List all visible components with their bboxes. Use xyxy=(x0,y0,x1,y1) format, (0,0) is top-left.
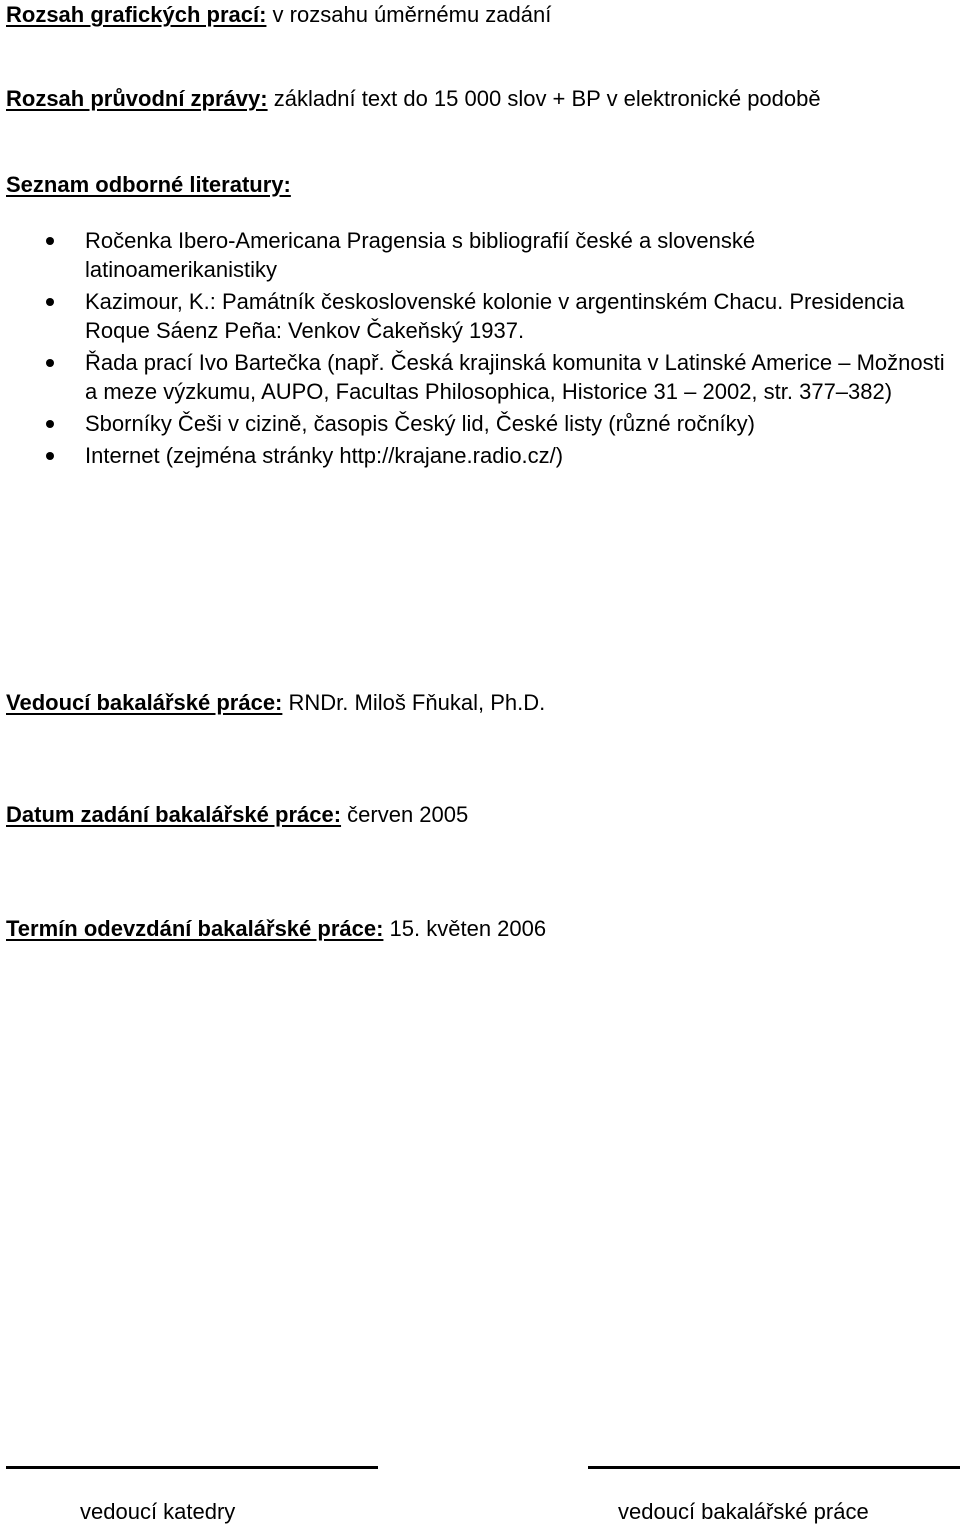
bullet-dot-icon xyxy=(46,359,54,367)
report-scope-label: Rozsah průvodní zprávy: xyxy=(6,86,268,111)
bullet-dot-icon xyxy=(46,237,54,245)
list-item xyxy=(0,348,960,406)
graphics-scope-line xyxy=(6,0,551,30)
deadline-value: 15. květen 2006 xyxy=(383,916,547,941)
list-item xyxy=(0,287,960,345)
assigned-date-label: Datum zadání bakalářské práce: xyxy=(6,802,342,827)
report-scope-line xyxy=(6,84,821,114)
graphics-scope-label: Rozsah grafických prací: xyxy=(6,2,267,27)
supervisor-line xyxy=(6,688,545,718)
literature-heading-label: Seznam odborné literatury: xyxy=(6,172,291,197)
signature-label-supervisor: vedoucí bakalářské práce xyxy=(618,1499,869,1524)
signature-line-right xyxy=(588,1466,960,1469)
supervisor-value: RNDr. Miloš Fňukal, Ph.D. xyxy=(282,690,546,715)
assigned-date-value: červen 2005 xyxy=(341,802,469,827)
signature-label-department-head: vedoucí katedry xyxy=(80,1499,236,1524)
report-scope-value: základní text do 15 000 slov + BP v elektronické podobě xyxy=(267,86,821,111)
list-item xyxy=(0,409,960,438)
list-item-text: Řada prací Ivo Bartečka (např. Česká krajinská komunita v Latinské Americe – Možnosti a meze výzkumu, AUPO, Facultas Philosophica, Historice 31 – 2002, str. 377–382) xyxy=(85,350,945,404)
list-item-text: Internet (zejména stránky http://krajane.radio.cz/) xyxy=(85,443,564,468)
deadline-line xyxy=(6,914,546,944)
literature-heading xyxy=(6,170,291,200)
list-item xyxy=(0,441,960,470)
graphics-scope-value: v rozsahu úměrnému zadání xyxy=(266,2,552,27)
literature-list xyxy=(0,226,960,473)
list-item-text: Kazimour, K.: Památník československé kolonie v argentinském Chacu. Presidencia Roque Sáenz Peña: Venkov Čakeňský 1937. xyxy=(85,289,905,343)
assigned-date-line xyxy=(6,800,468,830)
bullet-dot-icon xyxy=(46,298,54,306)
list-item xyxy=(0,226,960,284)
bullet-dot-icon xyxy=(46,420,54,428)
bullet-dot-icon xyxy=(46,452,54,460)
signature-line-left xyxy=(6,1466,378,1469)
supervisor-label: Vedoucí bakalářské práce: xyxy=(6,690,283,715)
list-item-text: Sborníky Češi v cizině, časopis Český lid, České listy (různé ročníky) xyxy=(85,411,755,436)
list-item-text: Ročenka Ibero-Americana Pragensia s bibliografií české a slovenské latinoamerikanistiky xyxy=(85,228,756,282)
deadline-label: Termín odevzdání bakalářské práce: xyxy=(6,916,384,941)
